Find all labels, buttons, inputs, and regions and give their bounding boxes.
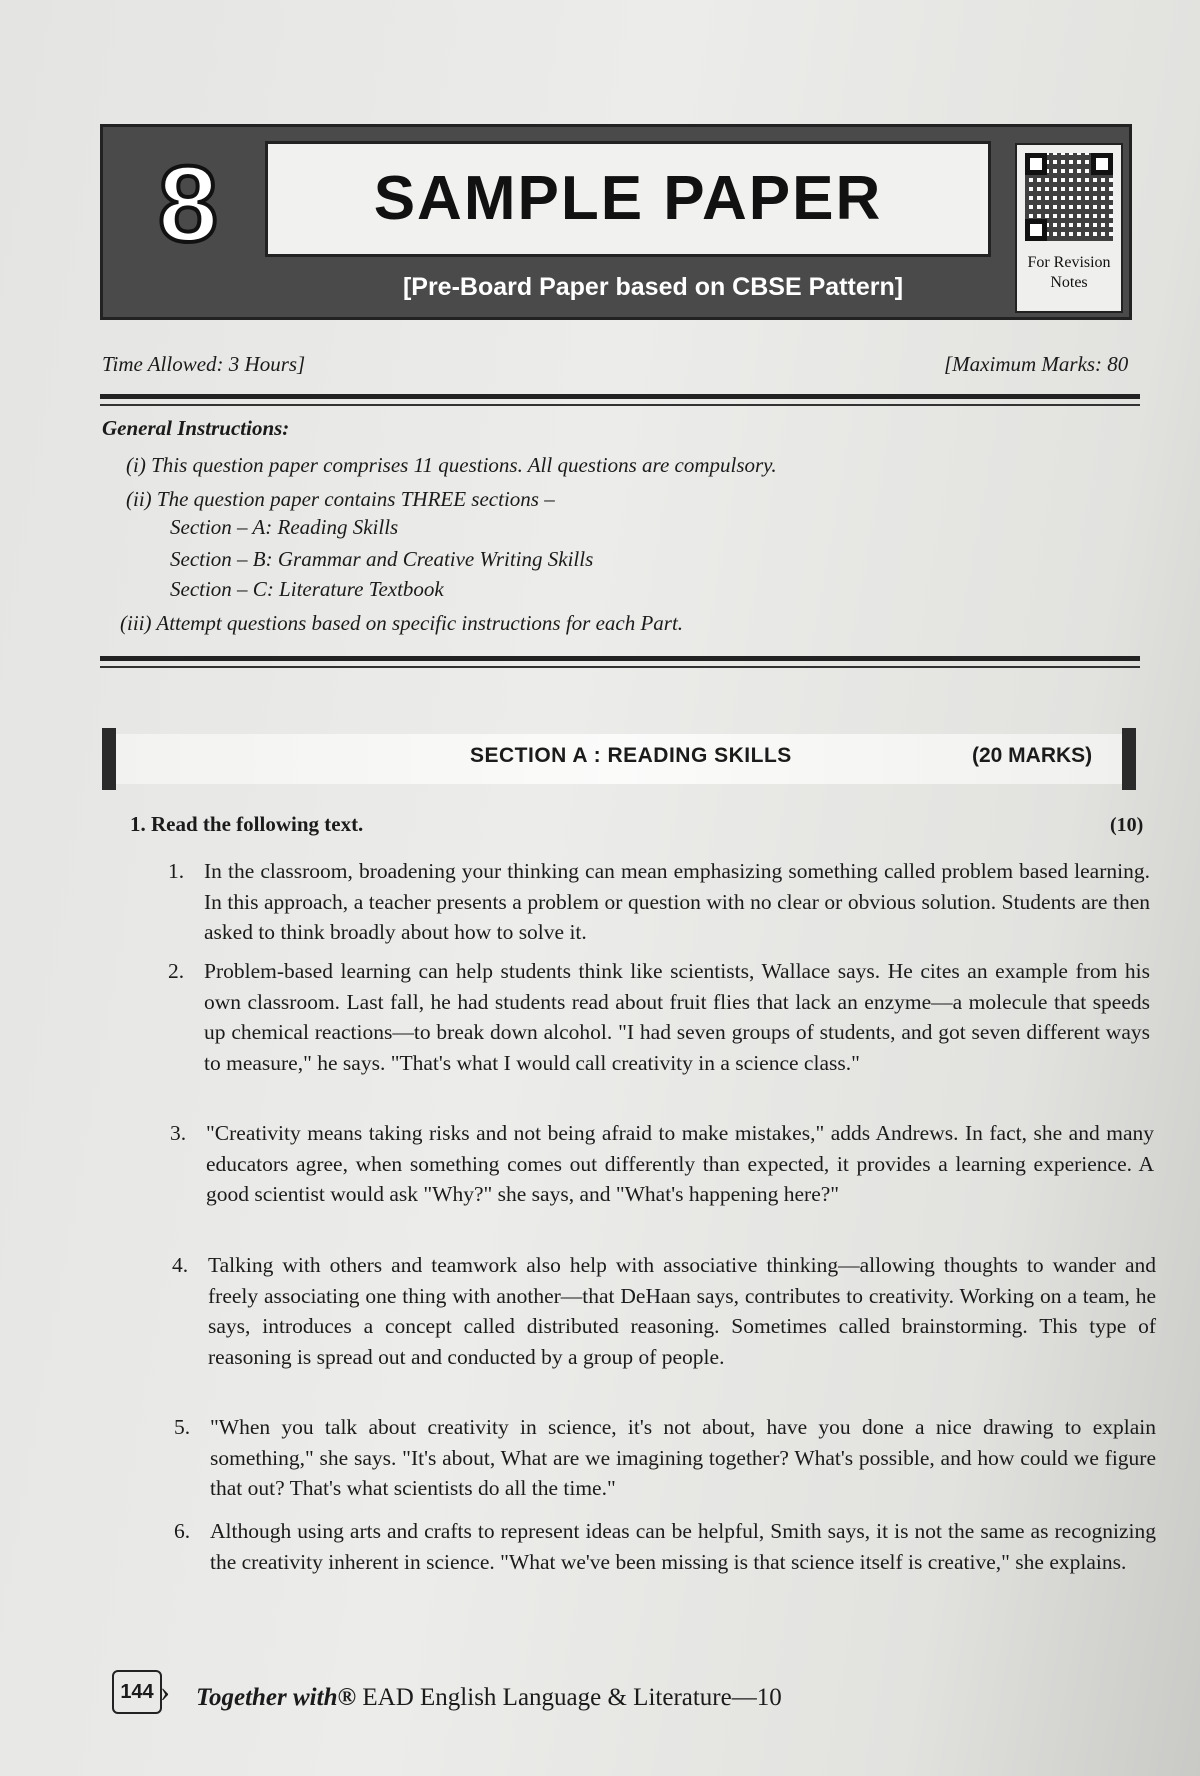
divider bbox=[100, 666, 1140, 668]
passage-paragraph bbox=[168, 956, 1150, 1078]
paragraph-number: 2. bbox=[168, 959, 185, 983]
time-allowed: Time Allowed: 3 Hours] bbox=[102, 352, 306, 376]
paragraph-number: 3. bbox=[170, 1121, 187, 1145]
paragraph-text: Although using arts and crafts to represent ideas can be helpful, Smith says, it is not the same as recognizing the creativity inherent in science. "What we've been missing is that science itself is creative," she explains. bbox=[210, 1519, 1156, 1574]
brand-name: Together with® bbox=[196, 1684, 357, 1711]
section-marks: (20 MARKS) bbox=[972, 744, 1093, 767]
footer-book-title bbox=[196, 1684, 782, 1712]
paragraph-text: "When you talk about creativity in science, it's not about, have you done a nice drawing to explain something," she says. "It's about, What are we imagining together? What's possible, and how could we figure that out? That's what scientists do all the time." bbox=[210, 1415, 1156, 1500]
paragraph-number: 4. bbox=[172, 1253, 189, 1277]
qr-note: For Revision Notes bbox=[1027, 254, 1111, 291]
paper-subtitle: [Pre-Board Paper based on CBSE Pattern] bbox=[402, 273, 904, 301]
paragraph-text: In the classroom, broadening your thinking can mean emphasizing something called problem based learning. In this approach, a teacher presents a problem or question with no clear or obvious solution. Students are then asked to think broadly about how to solve it. bbox=[204, 859, 1150, 944]
instruction-item: Section – C: Literature Textbook bbox=[170, 577, 444, 601]
paragraph-text: "Creativity means taking risks and not being afraid to make mistakes," adds Andrews. In fact, she and many educators agree, when something comes out differently than expected, it provides a learning experience. A good scientist would ask "Why?" she says, and "What's happening here?" bbox=[206, 1121, 1154, 1206]
section-title: SECTION A : READING SKILLS bbox=[470, 744, 792, 767]
instruction-item: (ii) The question paper contains THREE sections – bbox=[126, 487, 555, 511]
paragraph-number: 5. bbox=[174, 1415, 191, 1439]
passage-paragraph bbox=[174, 1412, 1156, 1504]
qr-finder-icon bbox=[1025, 219, 1047, 241]
question-heading: 1. Read the following text. bbox=[130, 812, 364, 836]
maximum-marks: [Maximum Marks: 80 bbox=[944, 352, 1129, 376]
instruction-item: (iii) Attempt questions based on specific instructions for each Part. bbox=[120, 611, 684, 635]
passage-paragraph bbox=[170, 1118, 1154, 1210]
divider bbox=[100, 394, 1140, 399]
instruction-item: (i) This question paper comprises 11 questions. All questions are compulsory. bbox=[126, 453, 777, 477]
section-marker bbox=[102, 728, 116, 790]
instructions-heading: General Instructions: bbox=[102, 416, 290, 440]
paragraph-number: 6. bbox=[174, 1519, 191, 1543]
section-marker bbox=[1122, 728, 1136, 790]
instruction-item: Section – A: Reading Skills bbox=[170, 515, 399, 539]
paragraph-text: Talking with others and teamwork also help with associative thinking—allowing thoughts to wander and freely associating one thing with another—that DeHaan says, contributes to creativity. Working on a team, he says, introduces a concept called distributed reasoning. Sometimes called brainstorming. This type of reasoning is spread out and conducted by a group of people. bbox=[208, 1253, 1156, 1369]
paragraph-number: 1. bbox=[168, 859, 185, 883]
question-marks: (10) bbox=[1110, 814, 1144, 836]
header-banner bbox=[100, 124, 1132, 320]
chevron-right-icon: › bbox=[160, 1675, 170, 1708]
paper-number: 8 bbox=[157, 143, 219, 264]
paper-title: SAMPLE PAPER bbox=[265, 141, 991, 257]
book-title: EAD English Language & Literature—10 bbox=[362, 1684, 782, 1711]
paragraph-text: Problem-based learning can help students think like scientists, Wallace says. He cites an example from his own classroom. Last fall, he had students read about fruit flies that lack an enzyme—a molecule that speeds up chemical reactions—to break down alcohol. "I had seven groups of students, and got seven different ways to measure," he says. "That's what I would call creativity in a science class." bbox=[204, 959, 1150, 1075]
qr-code-box[interactable] bbox=[1015, 143, 1123, 313]
divider bbox=[100, 404, 1140, 406]
instruction-item: Section – B: Grammar and Creative Writing Skills bbox=[170, 547, 594, 571]
passage-paragraph bbox=[172, 1250, 1156, 1372]
passage-paragraph bbox=[174, 1516, 1156, 1577]
passage-paragraph bbox=[168, 856, 1150, 948]
qr-finder-icon bbox=[1025, 153, 1047, 175]
qr-finder-icon bbox=[1091, 153, 1113, 175]
page-number: 144 bbox=[112, 1670, 162, 1714]
divider bbox=[100, 656, 1140, 661]
